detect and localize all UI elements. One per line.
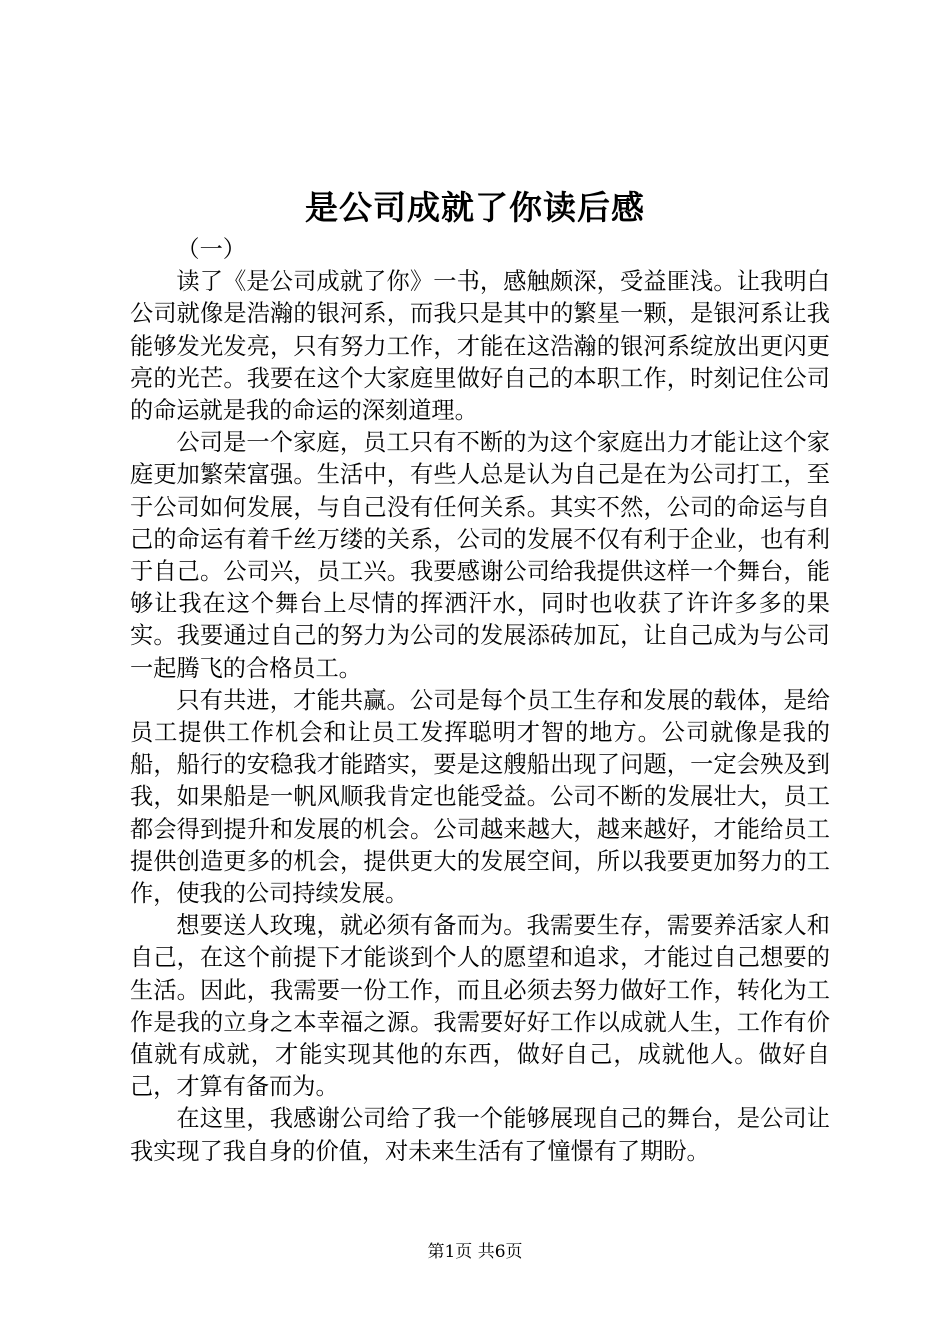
section-marker: （一）: [176, 236, 246, 263]
document-body: [130, 234, 830, 1168]
paragraph-5: 在这里，我感谢公司给了我一个能够展现自己的舞台，是公司让我实现了我自身的价值，对未来生活有了憧憬有了期盼。: [130, 1105, 830, 1165]
page-footer: 第1页 共6页: [427, 1242, 523, 1262]
paragraph-1: 读了《是公司成就了你》一书，感触颇深，受益匪浅。让我明白公司就像是浩瀚的银河系，而我只是其中的繁星一颗，是银河系让我能够发光发亮，只有努力工作，才能在这浩瀚的银河系绽放出更闪更亮的光芒。我要在这个大家庭里做好自己的本职工作，时刻记住公司的命运就是我的命运的深刻道理。: [130, 268, 830, 425]
paragraph-4: 想要送人玫瑰，就必须有备而为。我需要生存，需要养活家人和自己，在这个前提下才能谈到个人的愿望和追求，才能过自己想要的生活。因此，我需要一份工作，而且必须去努力做好工作，转化为工作是我的立身之本幸福之源。我需要好好工作以成就人生，工作有价值就有成就，才能实现其他的东西，做好自己，成就他人。做好自己，才算有备而为。: [130, 912, 830, 1101]
paragraph-3: 只有共进，才能共赢。公司是每个员工生存和发展的载体，是给员工提供工作机会和让员工发挥聪明才智的地方。公司就像是我的船，船行的安稳我才能踏实，要是这艘船出现了问题，一定会殃及到我，如果船是一帆风顺我肯定也能受益。公司不断的发展壮大，员工都会得到提升和发展的机会。公司越来越大，越来越好，才能给员工提供创造更多的机会，提供更大的发展空间，所以我要更加努力的工作，使我的公司持续发展。: [130, 686, 830, 908]
document-title: 是公司成就了你读后感: [305, 188, 645, 227]
paragraph-2: 公司是一个家庭，员工只有不断的为这个家庭出力才能让这个家庭更加繁荣富强。生活中，有些人总是认为自己是在为公司打工，至于公司如何发展，与自己没有任何关系。其实不然，公司的命运与自己的命运有着千丝万缕的关系，公司的发展不仅有利于企业，也有利于自己。公司兴，员工兴。我要感谢公司给我提供这样一个舞台，能够让我在这个舞台上尽情的挥洒汗水，同时也收获了许许多多的果实。我要通过自己的努力为公司的发展添砖加瓦，让自己成为与公司一起腾飞的合格员工。: [130, 429, 830, 682]
